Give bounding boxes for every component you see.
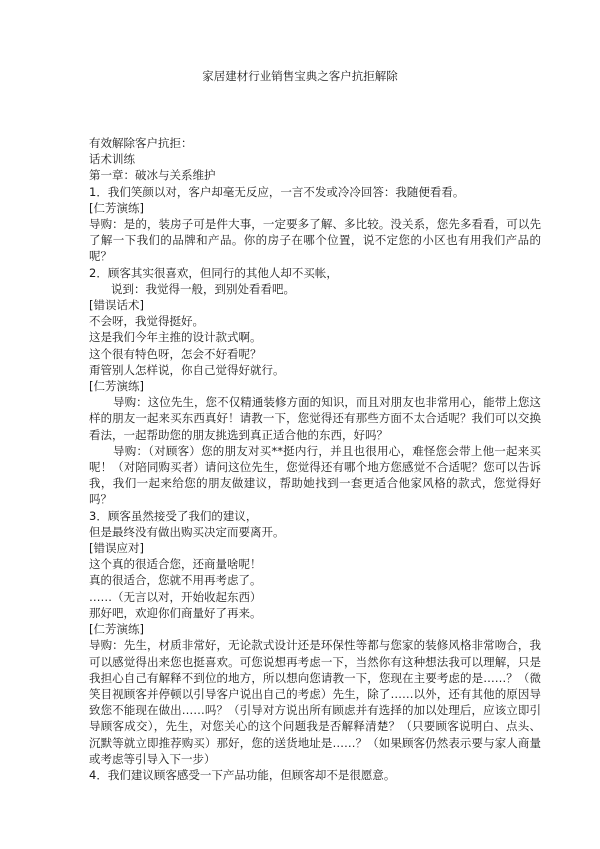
mistake-line: 这个很有特色呀，怎会不好看呢？ (89, 346, 262, 361)
document-title: 家居建材行业销售宝典之客户抗拒解除 (202, 69, 398, 83)
practice-label: [仁芳演练] (89, 200, 144, 215)
scenario-continuation: 但是最终没有做出购买决定而要离开。 (89, 524, 285, 539)
mistake-line: 甭管别人怎样说，你自己觉得好就行。 (89, 362, 285, 377)
mistake-line: 那好吧，欢迎你们商量好了再来。 (89, 605, 262, 620)
mistake-label: [错误话术] (89, 298, 144, 313)
scenario-continuation: 说到：我觉得一般，到别处看看吧。 (111, 281, 295, 296)
mistake-line: 这个真的很适合您，还商量啥呢！ (89, 557, 262, 572)
dialogue-paragraph: 导购：先生，材质非常好，无论款式设计还是环保性等都与您家的装修风格非常吻合，我可以感觉得出来您也挺喜欢。可您说想再考虑一下，当然你有这种想法我可以理解，只是我担心自己有解释不到位的地方，所以想向您请教一下，您现在主要考虑的是……？（微笑目视顾客并停顿以引导客户说出自己的考虑）先生，除了……以外，还有其他的原因导致您不能现在做出……吗？（引导对方说出所有顾虑并有选择的加以处理后，应该立即引导顾客成交），先生，对您关心的这个问题我是否解释清楚？（只要顾客说明白、点头、沉默等就立即推荐购买）那好，您的送货地址是……？（如果顾客仍然表示要与家人商量或考虑等引导入下一步） (89, 638, 541, 766)
scenario-heading-3: 3．顾客虽然接受了我们的建议， (89, 508, 258, 523)
document-body (89, 135, 541, 783)
dialogue-paragraph: 导购：这位先生，您不仅精通装修方面的知识，而且对朋友也非常用心，能带上您这样的朋友一起来买东西真好！请教一下，您觉得还有那些方面不太合适呢？我们可以交换看法，一起帮助您的朋友挑选到真正适合他的东西，好吗？ (89, 395, 541, 442)
scenario-heading-4: 4．我们建议顾客感受一下产品功能，但顾客却不是很愿意。 (89, 767, 396, 782)
mistake-line: 真的很适合，您就不用再考虑了。 (89, 573, 262, 588)
practice-label: [仁芳演练] (89, 379, 144, 394)
chapter-heading: 第一章：破冰与关系维护 (89, 168, 216, 183)
mistake-label: [错误应对] (89, 541, 144, 556)
section-heading: 有效解除客户抗拒： (89, 136, 193, 150)
scenario-heading-2: 2．顾客其实很喜欢，但同行的其他人却不买帐， (89, 265, 338, 280)
scenario-heading-1: 1．我们笑颜以对，客户却毫无反应，一言不发或冷冷回答：我随便看看。 (89, 184, 465, 199)
mistake-line: ……（无言以对，开始收起东西） (89, 589, 262, 604)
practice-label: [仁芳演练] (89, 622, 144, 637)
mistake-line: 不会呀，我觉得挺好。 (89, 314, 204, 329)
mistake-line: 这是我们今年主推的设计款式啊。 (89, 330, 262, 345)
section-subheading: 话术训练 (89, 152, 135, 167)
dialogue-paragraph: 导购：是的，装房子可是件大事，一定要多了解、多比较。没关系，您先多看看，可以先了解一下我们的品牌和产品。你的房子在哪个位置，说不定您的小区也有用我们产品的呢？ (89, 217, 541, 264)
dialogue-paragraph: 导购：（对顾客）您的朋友对买**挺内行，并且也很用心，难怪您会带上他一起来买呢！（对陪同购买者）请问这位先生，您觉得还有哪个地方您感觉不合适呢？您可以告诉我，我们一起来给您的朋友做建议，帮助她找到一套更适合他家风格的款式，您觉得好吗？ (89, 443, 541, 507)
